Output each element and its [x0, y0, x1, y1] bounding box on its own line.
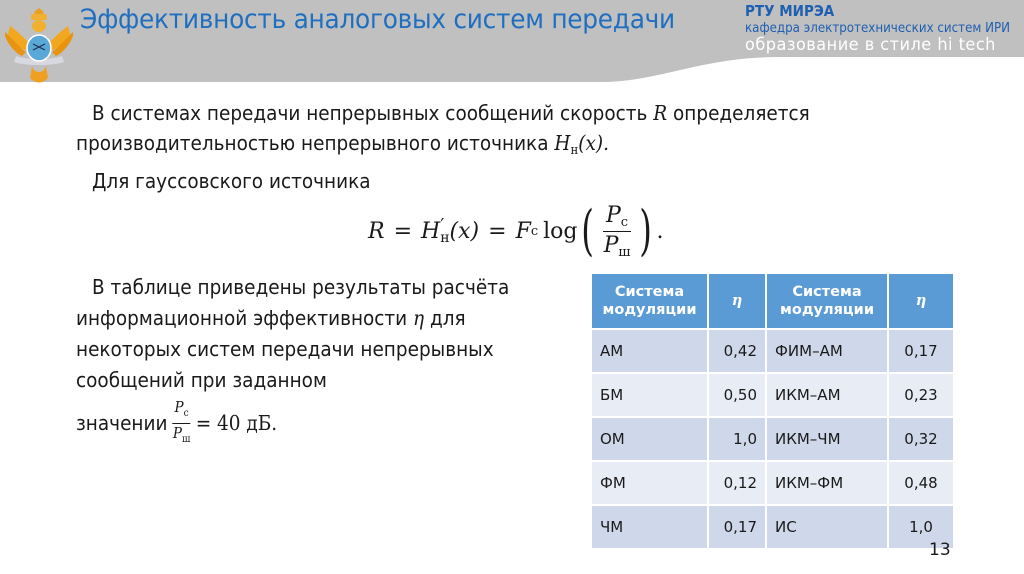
text-span: производительностью непрерывного источника [76, 131, 555, 155]
cell-system: АМ [591, 329, 708, 373]
paragraph-3-line-4: сообщений при заданном [76, 368, 327, 392]
cell-system: ФМ [591, 461, 708, 505]
brand-slogan: образование в стиле hi tech [745, 34, 996, 55]
left-paren: ( [581, 199, 595, 262]
text-span: В системах передачи непрерывных сообщений скорость [92, 101, 654, 125]
cell-system: ИКМ–ЧМ [766, 417, 888, 461]
paragraph-3-line-1: В таблице приведены результаты расчёта [92, 275, 510, 299]
math-subscript: c [620, 214, 629, 230]
math-var-r: R [368, 218, 385, 244]
table-row [591, 373, 954, 417]
text-span: информационной эффективности [76, 306, 414, 330]
math-arg: (x) [449, 218, 480, 244]
cell-eta: 0,17 [708, 505, 766, 549]
text-span: для [424, 306, 466, 330]
table-row [591, 329, 954, 373]
math-subscript: ш [618, 244, 631, 260]
slide-title: Эффективность аналоговых систем передачи [80, 4, 675, 35]
paragraph-2: Для гауссовского источника [92, 169, 371, 193]
slide-header [0, 0, 1024, 86]
table-row [591, 417, 954, 461]
math-subscript: н [440, 230, 450, 246]
cell-eta: 0,23 [888, 373, 954, 417]
col-header-system: Система модуляции [591, 273, 708, 329]
brand-block [745, 4, 1024, 54]
cell-eta: 1,0 [888, 505, 954, 549]
rate-formula [368, 196, 664, 266]
math-log: log [543, 218, 578, 244]
math-subscript: c [530, 223, 539, 239]
eagle-emblem-icon [2, 4, 76, 84]
cell-system: ИКМ–АМ [766, 373, 888, 417]
cell-system: ЧМ [591, 505, 708, 549]
math-var-f: F [515, 218, 531, 244]
table-row [591, 505, 954, 549]
brand-org: РТУ МИРЭА [745, 2, 835, 20]
cell-eta: 0,17 [888, 329, 954, 373]
math-var-p: P [172, 424, 182, 442]
math-var-p: P [603, 232, 619, 258]
math-subscript: ш [181, 434, 191, 445]
col-header-eta: η [708, 273, 766, 329]
table-row [591, 461, 954, 505]
snr-value: = 40 дБ. [195, 411, 278, 435]
cell-system: ФИМ–АМ [766, 329, 888, 373]
cell-eta: 0,50 [708, 373, 766, 417]
math-subscript: c [183, 408, 189, 419]
cell-system: ИС [766, 505, 888, 549]
cell-eta: 0,12 [708, 461, 766, 505]
cell-system: ИКМ–ФМ [766, 461, 888, 505]
math-prime: ′ [440, 215, 445, 236]
cell-system: БМ [591, 373, 708, 417]
math-var-r: R [653, 101, 668, 125]
page-number: 13 [929, 540, 951, 560]
snr-fraction [171, 398, 192, 449]
right-paren: ) [639, 199, 653, 262]
text-span: определяется [667, 101, 810, 125]
math-period: . [656, 218, 664, 244]
paragraph-3-line-2 [76, 304, 466, 333]
paragraph-1-line-2 [76, 129, 609, 165]
brand-department: кафедра электротехнических систем ИРИ [745, 20, 1011, 36]
efficiency-table [590, 272, 955, 550]
col-header-system: Система модуляции [766, 273, 888, 329]
math-var-eta: η [413, 306, 425, 330]
paragraph-1-line-1 [92, 99, 810, 128]
cell-eta: 0,32 [888, 417, 954, 461]
text-span: значении [76, 411, 168, 435]
cell-eta: 0,48 [888, 461, 954, 505]
math-var-p: P [174, 398, 184, 416]
paragraph-3-line-5 [76, 398, 277, 449]
math-var-p: P [605, 202, 621, 228]
cell-eta: 0,42 [708, 329, 766, 373]
math-subscript: н [570, 143, 579, 158]
cell-system: ОМ [591, 417, 708, 461]
col-header-eta: η [888, 273, 954, 329]
math-arg: (x). [578, 131, 609, 155]
cell-eta: 1,0 [708, 417, 766, 461]
paragraph-3-line-3: некоторых систем передачи непрерывных [76, 337, 494, 361]
power-ratio-fraction [601, 203, 634, 260]
table-header-row [591, 273, 954, 329]
math-var-h: H [554, 131, 571, 155]
math-equals: = [393, 218, 413, 244]
math-var-h: H [421, 218, 441, 244]
math-equals: = [488, 218, 507, 244]
